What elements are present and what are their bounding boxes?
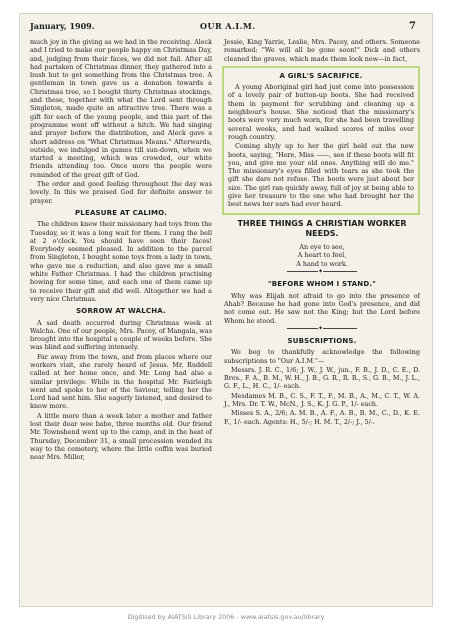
- section-heading-before-whom: "BEFORE WHOM I STAND.": [267, 280, 377, 289]
- page-header: [30, 21, 416, 35]
- article-paragraph: Coming shyly up to her the girl held out the new boots, saying, "Here, Miss ——, see if these boots will fit you, and give me your old ones. Anything will do me." The missionary's eyes filled with tears as she took the gift she dare not refuse. The boots were just about her size. The girl ran quickly away, full of joy at being able to give her treasure to the one who had brought her the best news her ears had ever heard.: [228, 142, 414, 209]
- page-number: 7: [409, 21, 416, 32]
- left-column: [30, 38, 212, 463]
- issue-date: January, 1909.: [30, 21, 95, 31]
- section-heading-three-things: THREE THINGS A CHRISTIAN WORKER NEEDS.: [237, 218, 407, 238]
- article-paragraph: Why was Elijah not afraid to go into the presence of Ahab? Because he had gone into God's presence, and did not come out. He saw not the King; but the Lord before Whom he stood.: [224, 291, 420, 325]
- article-paragraph: Jessie, King Yarrie, Leslie, Mrs. Pacey, and others. Someone remarked: "We will all be gone soon!" Dick and others cleaned the graves, which made them look new—in fact,: [224, 38, 420, 63]
- article-paragraph: Mesdames M. B., C. S., F. T., F., M. B., A., M., C. T., W. A. J., Mrs. Dr. T. W., McN., J. S., K. J. G. P., 1/- each.: [224, 391, 420, 408]
- verse-line: An eye to see,: [299, 242, 345, 251]
- section-heading-subscriptions: SUBSCRIPTIONS.: [287, 336, 357, 345]
- article-paragraph: The children knew their missionary had toys from the Tuesday, so it was a long wait for them. I rang the bell at 2 o'clock. You should have seen their faces! Everybody seemed pleased. In addition to the parcel from Singleton, I bought some toys from a lady in town, who gave me a reduction, and also gave me a small white Father Christmas. I had the children practising bowing for some time, and each one of them came up to receive their gift and did well. Altogether we had a very nice Christmas.: [30, 220, 212, 303]
- article-paragraph: Far away from the town, and from places where our workers visit, she rarely heard of Jesus. Mr. Ruddell called at her home once, and Mr. Long had also a similar privilege. While in the hospital Mr. Fairleigh went and spoke to her of the Saviour, telling her the Lord had sent him. She eagerly listened, and desired to know more.: [30, 352, 212, 411]
- publication-title: OUR A.I.M.: [200, 21, 256, 31]
- article-paragraph: Misses S. A., 2/6; A. M. B., A. F., A. B., B. M., C., D., K. E. F., 1/- each. Agents: H., 5/-; H. M. T., 2/-; J., 5/-.: [224, 409, 420, 426]
- article-paragraph: The order and good feeling throughout the day was lovely. In this we praised God for definite answer to prayer.: [30, 180, 212, 205]
- article-paragraph: A young Aboriginal girl had just come into possession of a lovely pair of button-up boots. She had received them in payment for scrubbing and cleaning up a neighbour's house. She noticed that the missionary's boots were very much worn, for she had been travelling several weeks, and had walked scores of miles over rough country.: [228, 83, 414, 141]
- verse-lines: [224, 243, 420, 269]
- article-paragraph: much joy in the giving as we had in the receiving. Aleck and I tried to make our people happy on Christmas Day, and, judging from their faces, we did not fail. After all had partaken of Christmas dinner, they gathered into a bush hut to get something from the Christmas tree. A gentleman in town gave us a donation towards a Christmas tree, so I bought thirty Christmas stockings, and these, together with what the Lord sent through Singleton, made quite an attractive tree. There was a gift for each of the young people, and this part of the programme went off without a hitch. We had singing and prayer before the distribution, and Aleck gave a short address on "What Christmas Means." Afterwards, outside, we indulged in games till sun-down, when we started a meeting, which was crowded, our white friends attending too. Once more the people were reminded of the great gift of God.: [30, 38, 212, 179]
- section-heading-walcha: SORROW AT WALCHA.: [76, 307, 166, 316]
- article-paragraph: Messrs. J. R. C., 1/6; J. W., J. W., jun., F. B., J. D., C. E., D. Bros., F. A., B. M., W. H., J. B., G. R., R. R., S., G. B., M., J. L., G. F., L., H. C., 1/- each.: [224, 365, 420, 391]
- ornament-divider: ✦: [287, 328, 357, 333]
- verse-line: A heart to feel,: [297, 251, 347, 260]
- ornament-divider: ✦: [287, 271, 357, 276]
- girls-sacrifice-box: [222, 66, 420, 215]
- section-heading-calimo: PLEASURE AT CALIMO.: [74, 208, 168, 217]
- verse-line: A hand to work.: [296, 259, 348, 268]
- digitisation-footer: Digitised by AIATSIS Library 2006 - www.aiatsis.gov.au/library: [127, 613, 325, 621]
- article-paragraph: A sad death occurred during Christmas week at Walcha. One of our people, Mrs. Pacey, of Mangala, was brought into the hospital a couple of weeks before. She was blind and suffering intensely.: [30, 318, 212, 352]
- section-heading-sacrifice: A GIRL'S SACRIFICE.: [279, 71, 363, 80]
- article-paragraph: We beg to thankfully acknowledge the following subscriptions to "Our A.I.M."—: [224, 348, 420, 365]
- right-column: [224, 38, 420, 427]
- article-paragraph: A little more than a week later a mother and father lost their dear wee babe, three months old. Our friend Mr. Townshend went up to the camp, and in the heat of Thursday, December 31, a small procession wended its way to the cemetery, where the little coffin was buried near Mrs. Miller,: [30, 411, 212, 462]
